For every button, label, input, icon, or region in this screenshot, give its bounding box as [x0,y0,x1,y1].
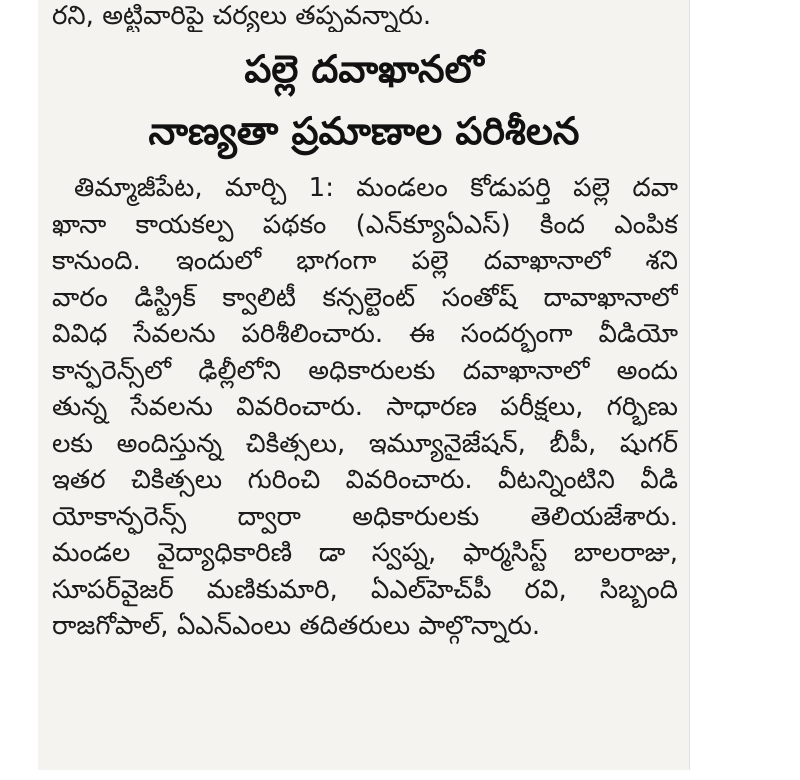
body-line: వివిధ సేవలను పరిశీలించారు. ఈ సందర్భంగా వీడియో [52,319,678,349]
body-line: ఖానా కాయకల్ప పథకం (ఎన్‌క్యూఏఎస్) కింద ఎంపిక [52,209,678,240]
body-line: ఇతర చికిత్సలు గురించి వివరించారు. వీటన్నింటిని వీడి [52,465,678,495]
previous-article-tail: రని, అట్టివారిపై చర్యలు తప్పవన్నారు. [52,1,432,31]
body-line: లకు అందిస్తున్న చికిత్సలు, ఇమ్యూనైజేషన్, బీపీ, షుగర్ [52,428,678,459]
newspaper-column [38,0,690,770]
body-line: మండల వైద్యాధికారిణి డా స్వప్న, ఫార్మసిస్ట్ బాలరాజు, [52,538,678,568]
body-line: యోకాన్ఫరెన్స్ ద్వారా అధికారులకు తెలియజేశారు. [52,501,678,532]
headline-line-2: నాణ్యతా ప్రమాణాల పరిశీలన [148,109,580,153]
body-line: తిమ్మాజీపేట, మార్చి 1: మండలం కోడుపర్తి పల్లె దవా [74,173,678,203]
body-line: వారం డిస్ట్రిక్ క్వాలిటీ కన్సల్టెంట్ సంతోష్ దావాఖానాలో [52,282,678,313]
body-line: కాన్ఫరెన్స్‌లో ఢిల్లీలోని అధికారులకు దవాఖానాలో అందు [52,355,678,386]
body-line: సూపర్‌వైజర్ మణికుమారి, ఏఎల్‌హెచ్‌పీ రవి, సిబ్బంది [52,574,678,605]
body-line: తున్న సేవలను వివరించారు. సాధారణ పరీక్షలు, గర్భిణు [52,392,678,422]
headline-line-1: పల్లె దవాఖానలో [244,47,484,91]
article-body [52,170,678,645]
body-line: రాజగోపాల్, ఏఎన్‌ఎంలు తదితరులు పాల్గొన్నారు. [52,611,541,641]
body-line: కానుంది. ఇందులో భాగంగా పల్లె దవాఖానాలో శని [52,246,678,276]
